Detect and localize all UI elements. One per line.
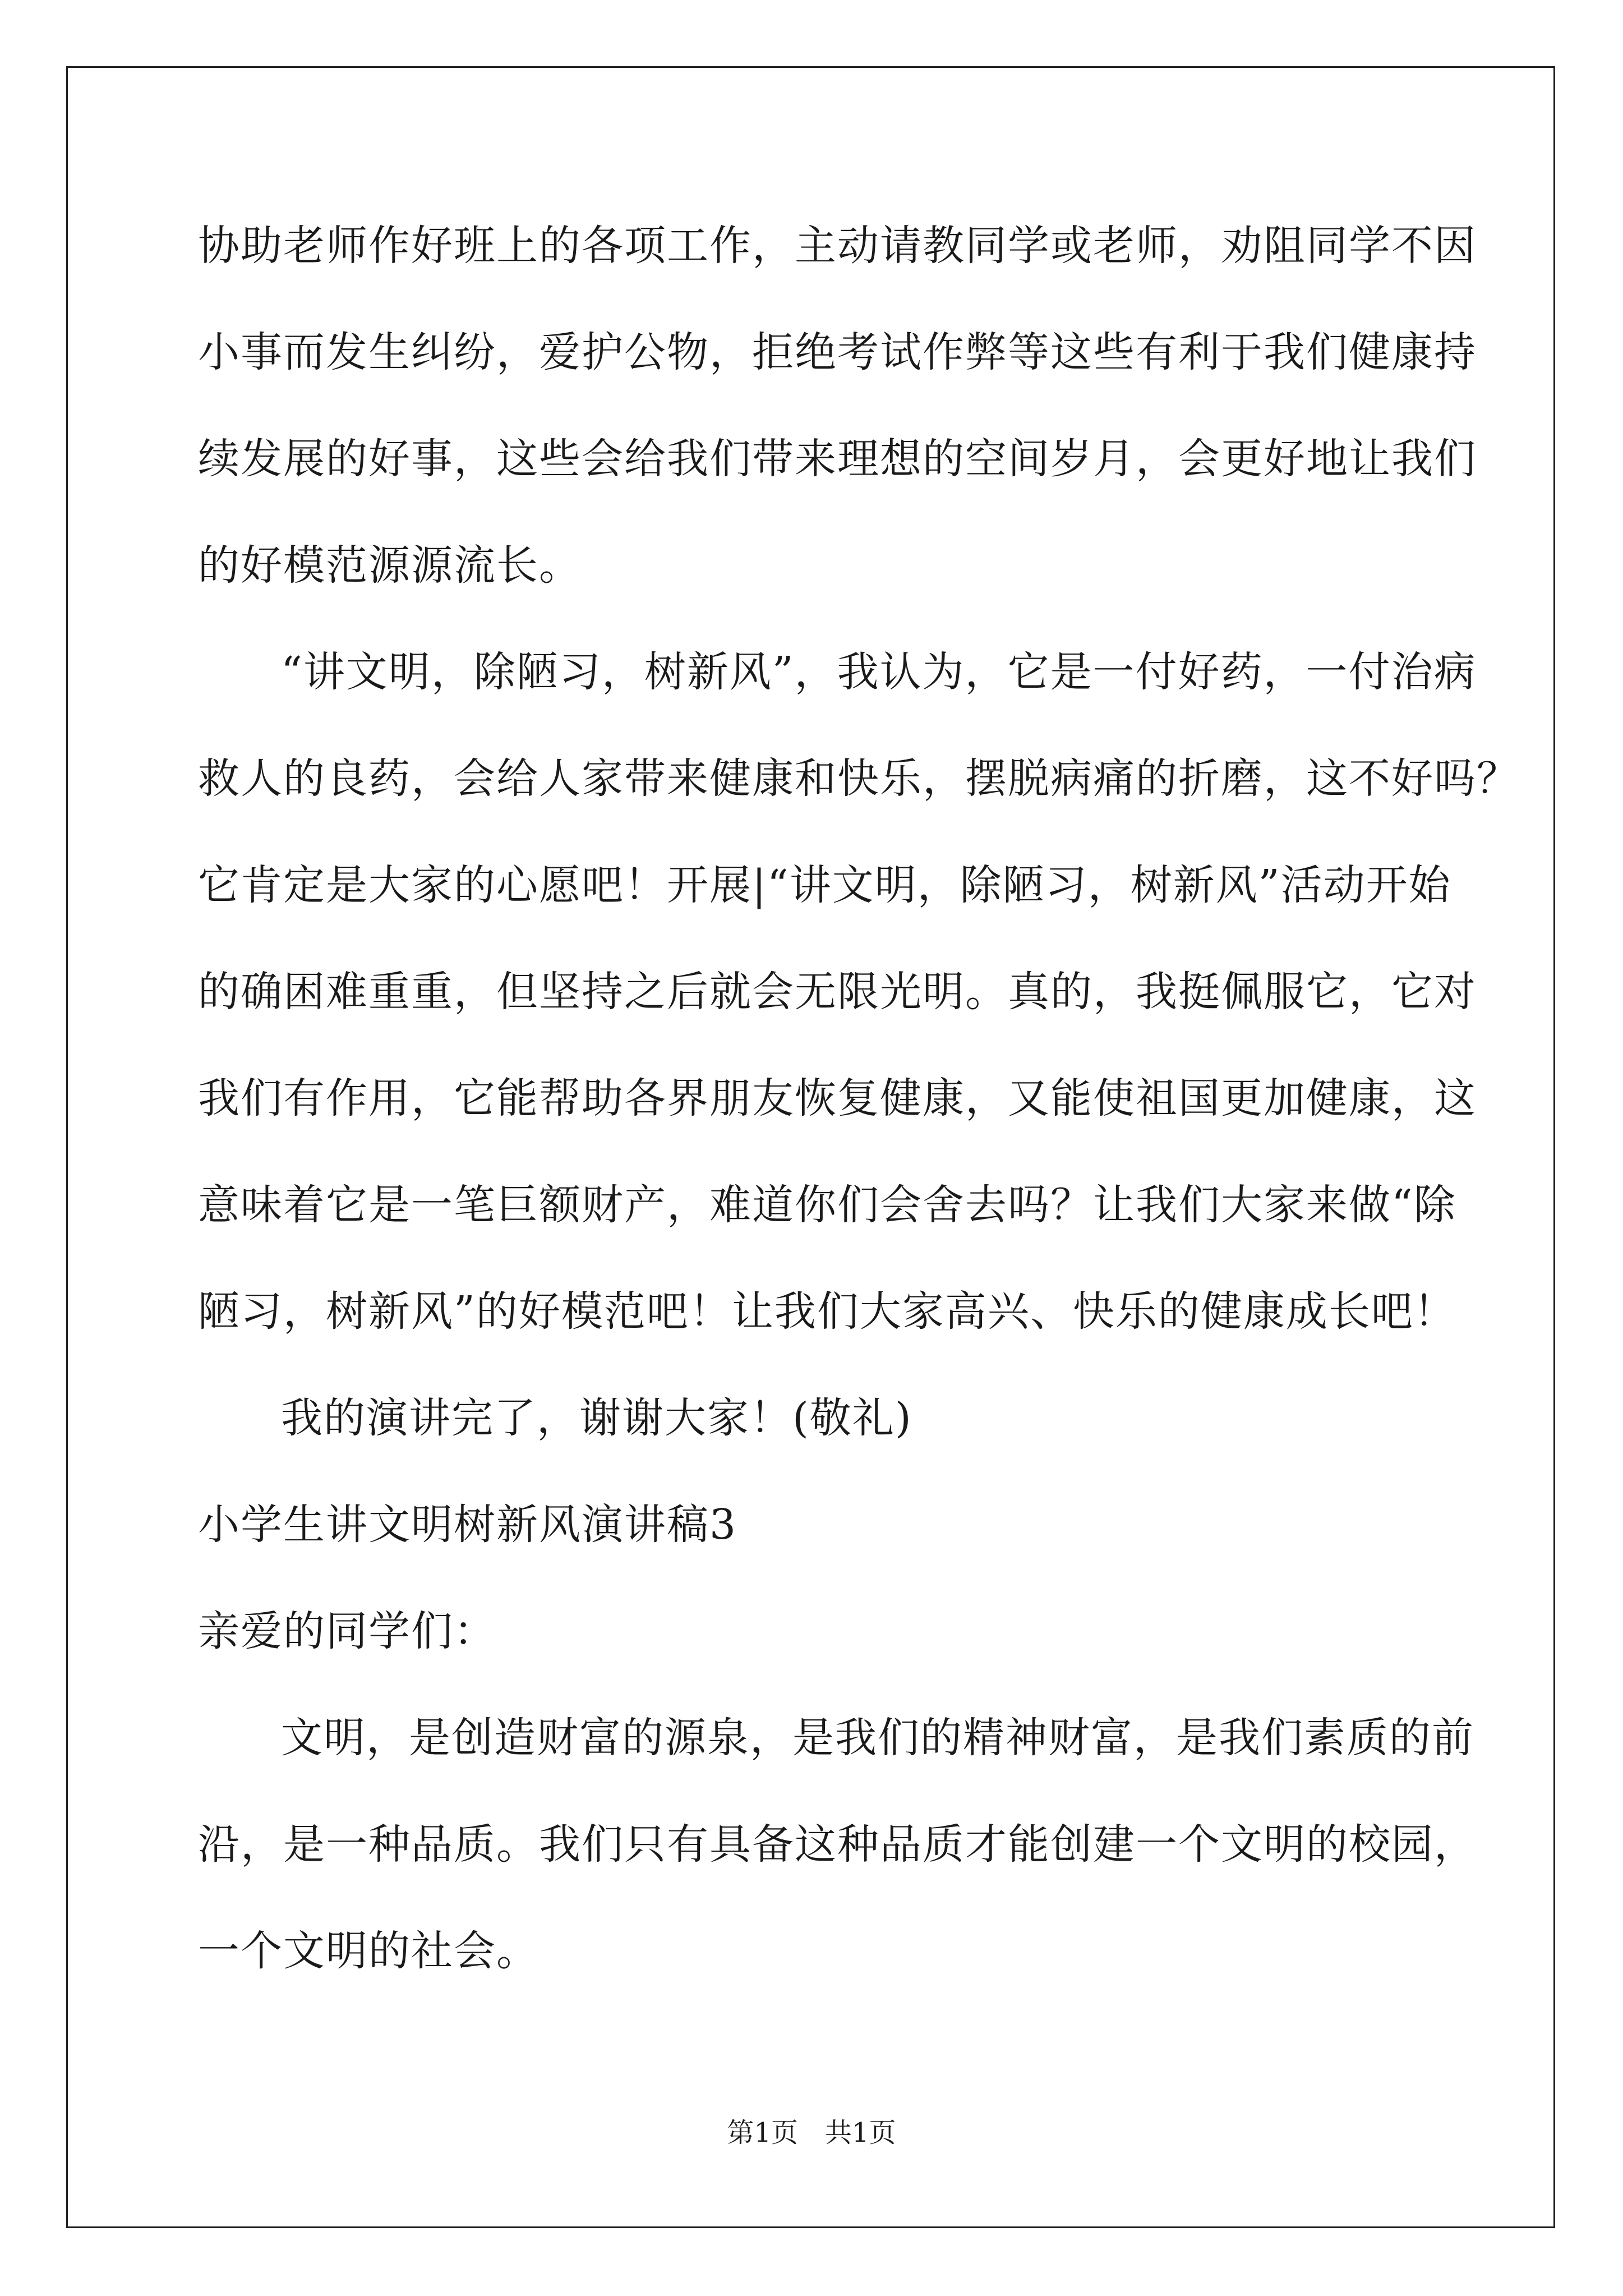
paragraph-line: 协助老师作好班上的各项工作，主动请教同学或老师，劝阻同学不因 [198,222,1477,270]
paragraph-line: 小事而发生纠纷，爱护公物，拒绝考试作弊等这些有利于我们健康持 [198,328,1477,376]
page-border [66,66,1555,2228]
paragraph-line: “讲文明，除陋习，树新风”，我认为，它是一付好药，一付治病 [281,648,1477,696]
section-title: 小学生讲文明树新风演讲稿3 [198,1501,737,1549]
paragraph-line: 沿，是一种品质。我们只有具备这种品质才能创建一个文明的校园， [198,1820,1477,1869]
paragraph-line: 救人的良药，会给人家带来健康和快乐，摆脱病痛的折磨，这不好吗？ [198,754,1519,803]
paragraph-line: 一个文明的社会。 [198,1927,539,1975]
paragraph-line: 它肯定是大家的心愿吧！开展|“讲文明，除陋习，树新风”活动开始 [198,861,1451,909]
paragraph-line: 续发展的好事，这些会给我们带来理想的空间岁月，会更好地让我们 [198,435,1477,483]
paragraph-line: 我们有作用，它能帮助各界朋友恢复健康，又能使祖国更加健康，这 [198,1074,1477,1122]
paragraph-line: 的确困难重重，但坚持之后就会无限光明。真的，我挺佩服它，它对 [198,968,1477,1016]
page-number: 第1页 共1页 [727,2117,896,2148]
paragraph-line: 我的演讲完了，谢谢大家！(敬礼) [281,1394,912,1442]
paragraph-line: 的好模范源源流长。 [198,541,582,590]
paragraph-line: 文明，是创造财富的源泉，是我们的精神财富，是我们素质的前 [281,1714,1474,1762]
paragraph-line: 陋习，树新风”的好模范吧！让我们大家高兴、快乐的健康成长吧！ [198,1287,1456,1336]
paragraph-line: 意味着它是一笔巨额财产，难道你们会舍去吗？让我们大家来做“除 [198,1181,1456,1229]
salutation: 亲爱的同学们： [198,1607,496,1655]
